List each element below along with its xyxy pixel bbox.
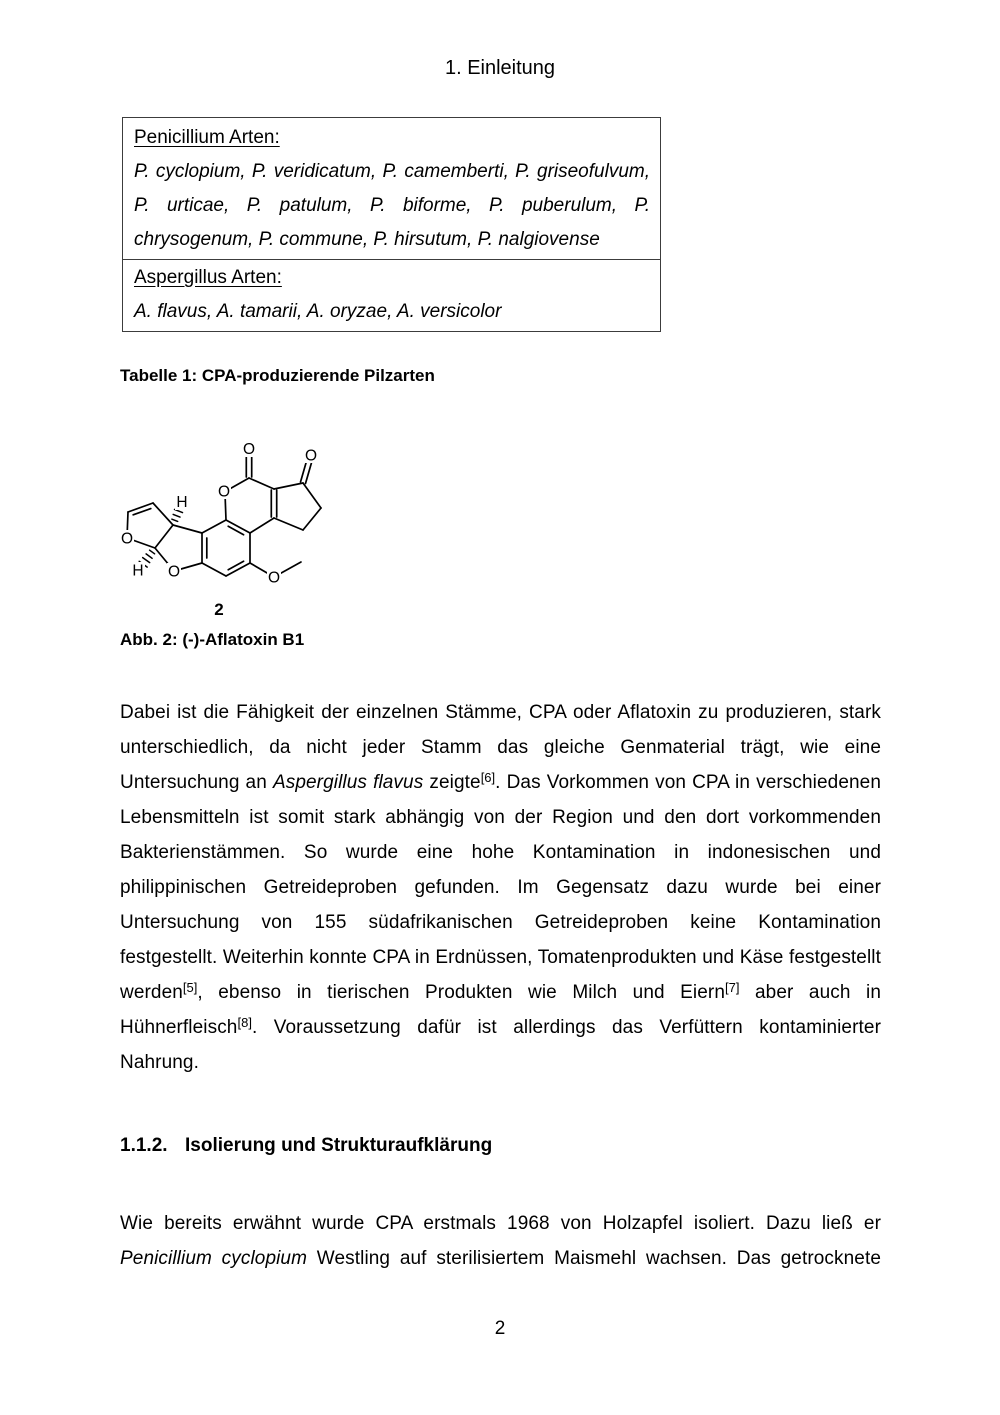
table-species-list: A. flavus, A. tamarii, A. oryzae, A. versicolor	[134, 301, 502, 322]
text-run: Westling auf sterilisiertem Maismehl wachsen. Das getrocknete	[307, 1248, 881, 1269]
text-run: Wie bereits erwähnt wurde CPA erstmals 1968 von Holzapfel isoliert. Dazu ließ er	[120, 1213, 881, 1234]
aflatoxin-b1-structure	[0, 0, 340, 630]
atom-label-o: O	[304, 447, 318, 465]
atom-label-o: O	[242, 441, 256, 458]
molecule-atom-labels	[120, 441, 318, 619]
paragraph-cpa-occurrence	[120, 695, 881, 1080]
atom-label-o: O	[120, 530, 134, 548]
table-species-list: P. cyclopium, P. veridicatum, P. camemberti, P. griseofulvum, P. urticae, P. patulum, P. biforme, P. puberulum, P. chrysogenum, P. commune, P. hirsutum, P. nalgiovense	[134, 161, 650, 250]
reference-superscript: [6]	[480, 770, 496, 785]
atom-label-o: O	[267, 569, 281, 587]
compound-number: 2	[214, 600, 224, 619]
reference-superscript: [7]	[725, 980, 740, 995]
text-run: Dabei ist die Fähigkeit der einzelnen Stämme, CPA oder Aflatoxin zu produzieren, stark unterschiedlich, da nicht jeder Stamm das gleiche Genmaterial trägt, wie eine Untersuchung an	[120, 702, 881, 793]
table-group-header: Penicillium Arten:	[134, 127, 280, 148]
text-run: zeigte	[423, 772, 481, 793]
section-heading-1-1-2	[120, 1135, 492, 1157]
text-run: , ebenso in tierischen Produkten wie Milch und Eiern	[197, 982, 726, 1003]
paragraph-isolation	[120, 1206, 881, 1276]
reference-superscript: [8]	[237, 1015, 252, 1030]
text-run: . Das Vorkommen von CPA in verschiedenen Lebensmitteln ist somit stark abhängig von der Region und den dort vorkommenden Bakterienstämmen. So wurde eine hohe Kontamination in indonesischen und philippinischen Getreideproben gefunden. Im Gegensatz dazu wurde bei einer Untersuchung von 155 südafrikanischen Getreideproben keine Kontamination festgestellt. Weiterhin konnte CPA in Erdnüssen, Tomatenprodukten und Käse festgestellt werden	[120, 772, 881, 1003]
atom-label-o: O	[167, 563, 181, 581]
section-number: 1.1.2.	[120, 1135, 168, 1156]
atom-label-o: O	[217, 483, 231, 501]
page-number: 2	[494, 1318, 506, 1339]
atom-label-h: H	[176, 494, 188, 511]
molecule-bonds	[127, 453, 321, 577]
atom-label-h: H	[132, 562, 144, 580]
species-name-italic: Aspergillus flavus	[272, 772, 424, 793]
reference-superscript: [5]	[182, 980, 198, 995]
text-run: aber auch in Hühnerfleisch	[120, 982, 881, 1038]
section-title: Isolierung und Strukturaufklärung	[185, 1135, 493, 1156]
species-name-italic: Penicillium cyclopium	[120, 1248, 308, 1269]
table-caption: Tabelle 1: CPA-produzierende Pilzarten	[120, 366, 435, 385]
chapter-header: 1. Einleitung	[444, 57, 556, 79]
text-run: . Voraussetzung dafür ist allerdings das Verfüttern kontaminierter Nahrung.	[120, 1017, 881, 1073]
table-group-header: Aspergillus Arten:	[134, 267, 282, 288]
figure-caption: Abb. 2: (-)-Aflatoxin B1	[120, 630, 305, 649]
